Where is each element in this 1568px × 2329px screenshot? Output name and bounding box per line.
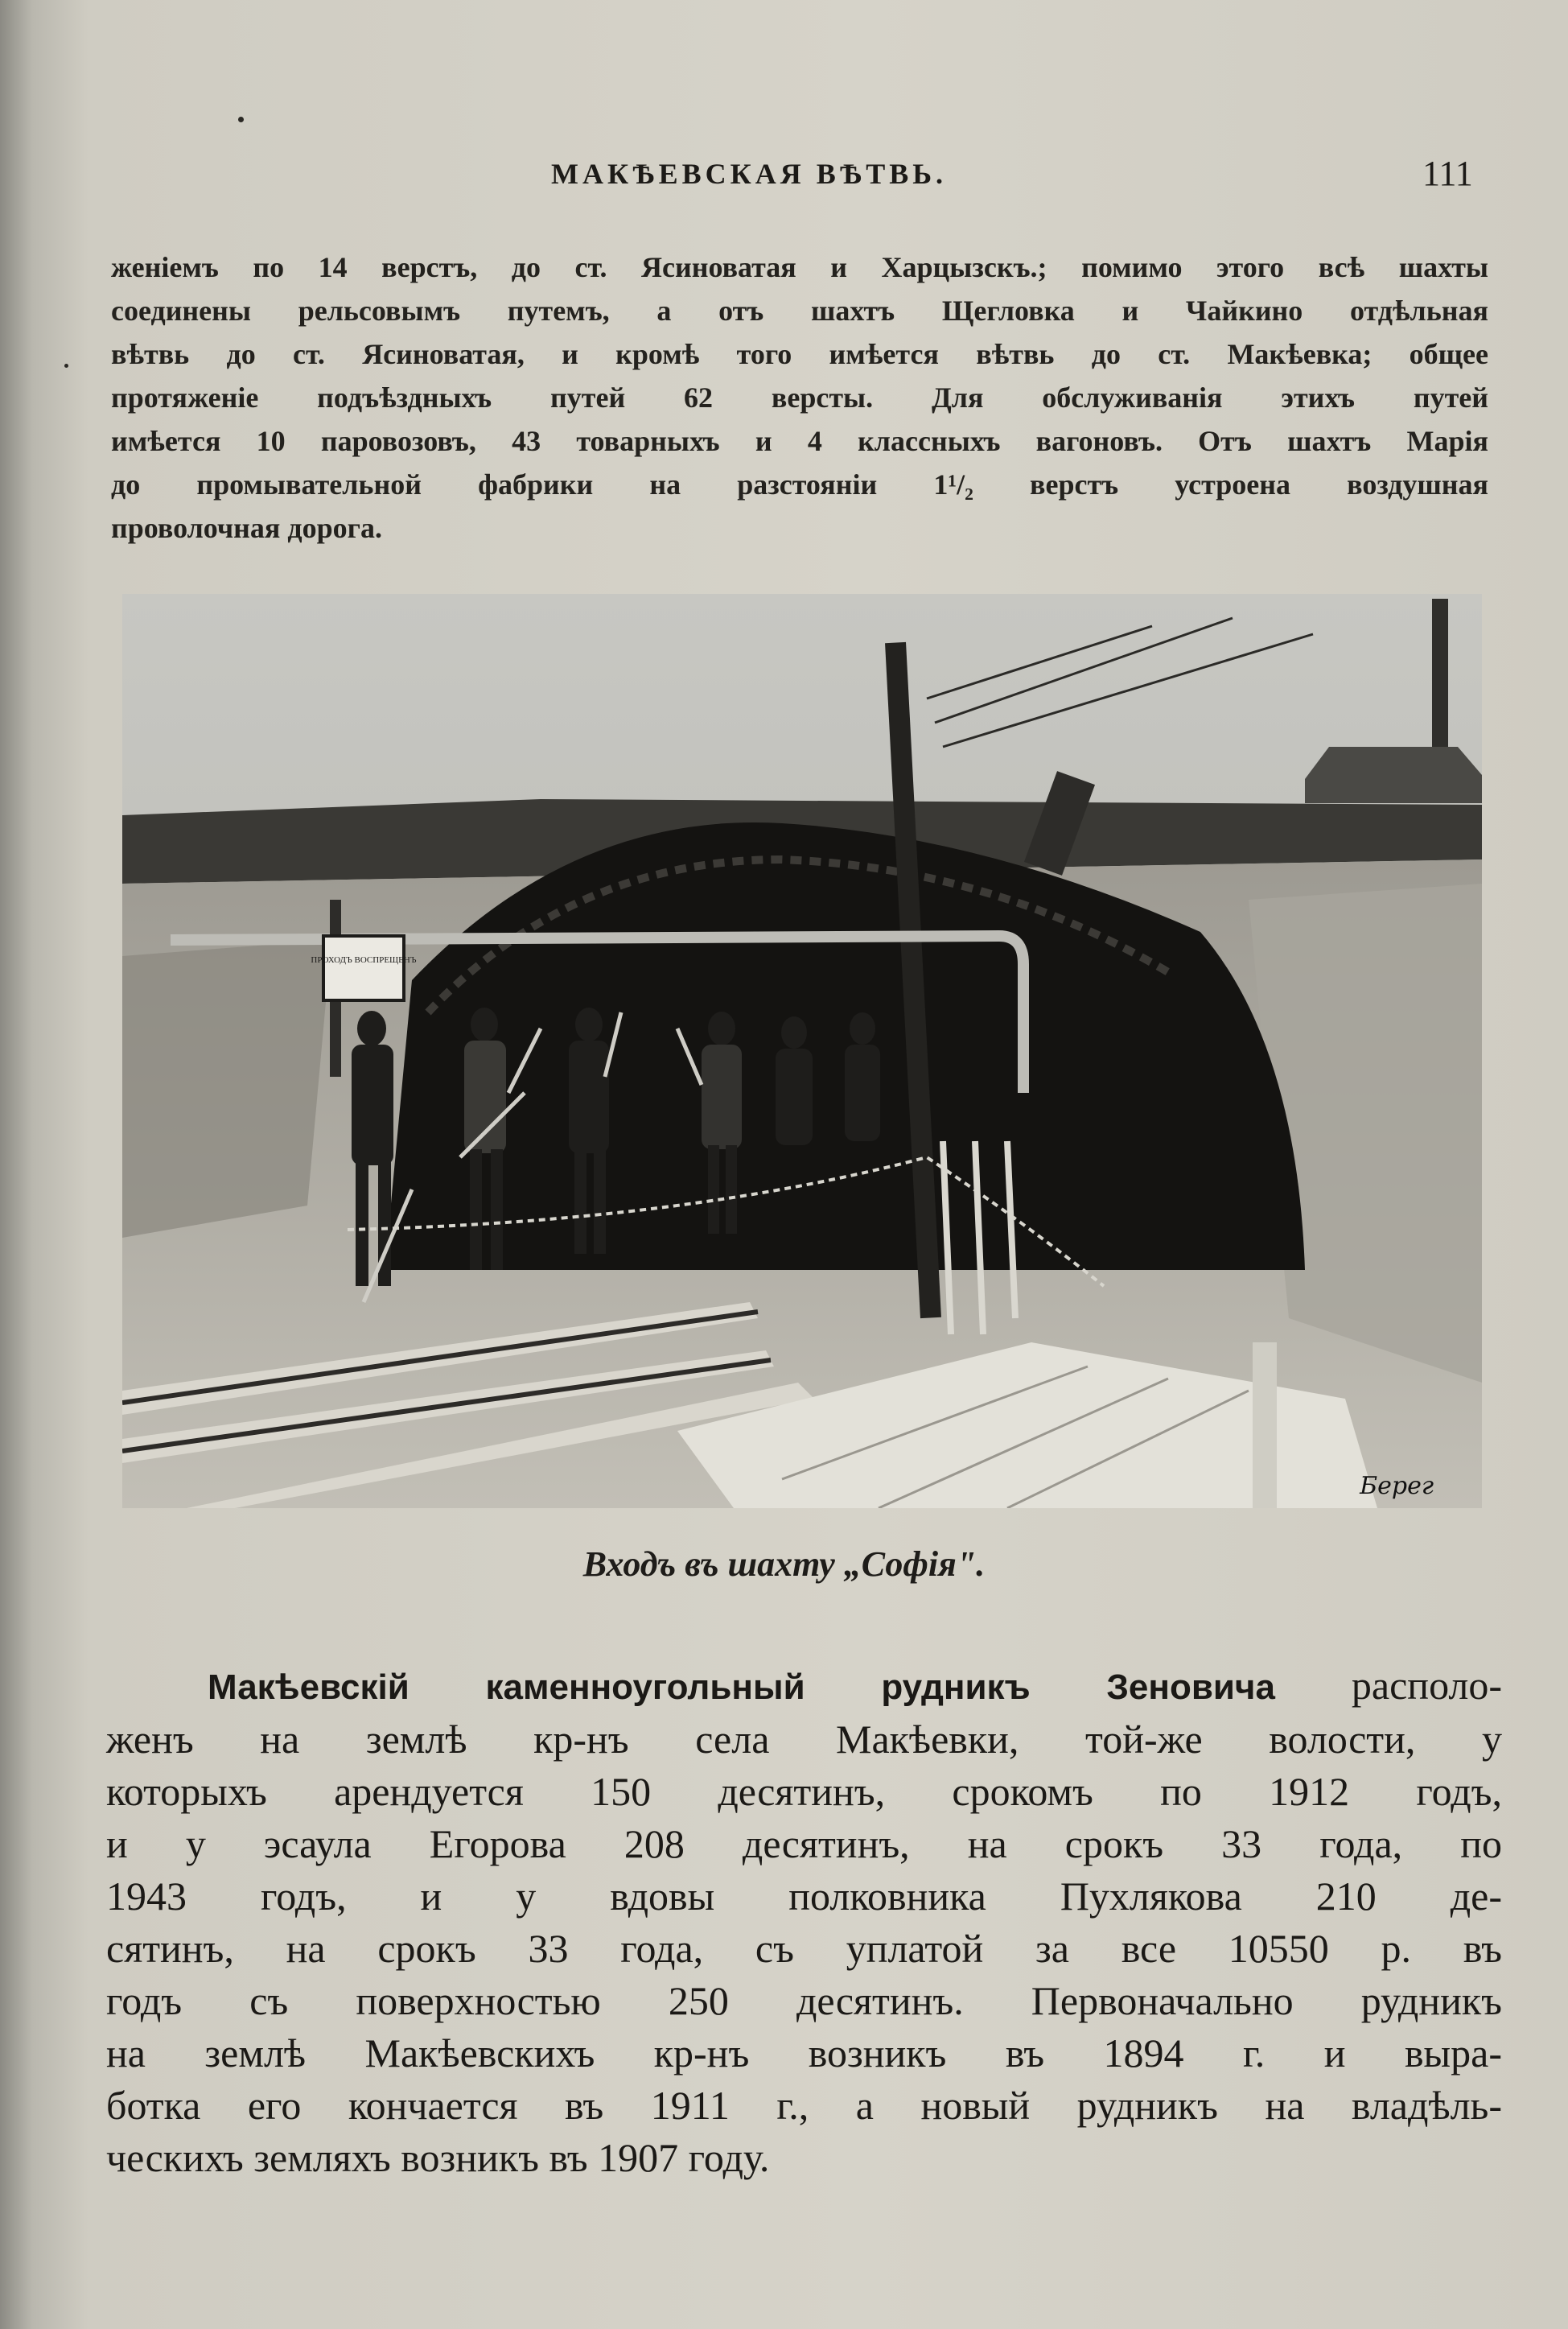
- ink-speck: [64, 364, 68, 368]
- text-line: ботка его кончается въ 1911 г., а новый рудникъ на владѣль-: [106, 2083, 1502, 2128]
- text-line: которыхъ арендуется 150 десятинъ, срокомъ по 1912 годъ,: [106, 1769, 1502, 1814]
- text-line: сятинъ, на срокъ 33 года, съ уплатой за все 10550 р. въ: [106, 1926, 1502, 1971]
- mine-entrance-photo: [122, 594, 1482, 1508]
- text-line: протяженіе подъѣздныхъ путей 62 версты. Для обслуживанія этихъ путей: [111, 381, 1488, 414]
- ink-speck: [238, 117, 244, 122]
- page-number: 111: [1422, 154, 1473, 193]
- lead-heading: Макѣевскій каменноугольный рудникъ Зеновича: [208, 1667, 1275, 1707]
- text-line: до промывательной фабрики на разстояніи 1¹/₂ верстъ устроена воздушная: [111, 468, 1488, 501]
- photo-caption: Входъ въ шахту „Софія".: [582, 1544, 986, 1584]
- text-line: вѣтвь до ст. Ясиноватая, и кромѣ того имѣется вѣтвь до ст. Макѣевка; общее: [111, 338, 1488, 370]
- text-line: и у эсаула Егорова 208 десятинъ, на срокъ 33 года, по: [106, 1821, 1502, 1866]
- warning-sign-text: ПРОХОДЪ ВОСПРЕЩЕНЪ: [311, 955, 417, 965]
- main-paragraph: [106, 1659, 1502, 2184]
- intro-paragraph: [111, 245, 1488, 550]
- text-line: ческихъ земляхъ возникъ въ 1907 году.: [106, 2135, 770, 2180]
- text-line: имѣется 10 паровозовъ, 43 товарныхъ и 4 классныхъ вагоновъ. Отъ шахтъ Марія: [111, 425, 1488, 457]
- running-title: МАКѢЕВСКАЯ ВѢТВЬ.: [551, 158, 948, 190]
- text-line: на землѣ Макѣевскихъ кр-нъ возникъ въ 1894 г. и выра-: [106, 2030, 1502, 2075]
- text-line: 1943 годъ, и у вдовы полковника Пухлякова 210 де-: [106, 1874, 1502, 1919]
- text-line: проволочная дорога.: [111, 512, 382, 544]
- warning-sign: [323, 936, 404, 1000]
- text-line-first: [106, 1659, 1502, 1713]
- text-line: годъ съ поверхностью 250 десятинъ. Первоначально рудникъ: [106, 1978, 1502, 2023]
- text-line: женіемъ по 14 верстъ, до ст. Ясиноватая и Харцызскъ.; помимо этого всѣ шахты: [111, 251, 1488, 283]
- text-fragment: располо-: [1351, 1663, 1503, 1708]
- text-line: женъ на землѣ кр-нъ села Макѣевки, той-же волости, у: [106, 1717, 1502, 1762]
- photo-illustration: [122, 594, 1482, 1508]
- photographer-signature: Берег: [1360, 1472, 1434, 1500]
- text-line: соединены рельсовымъ путемъ, а отъ шахтъ Щегловка и Чайкино отдѣльная: [111, 295, 1488, 327]
- factory-building: [1305, 747, 1482, 803]
